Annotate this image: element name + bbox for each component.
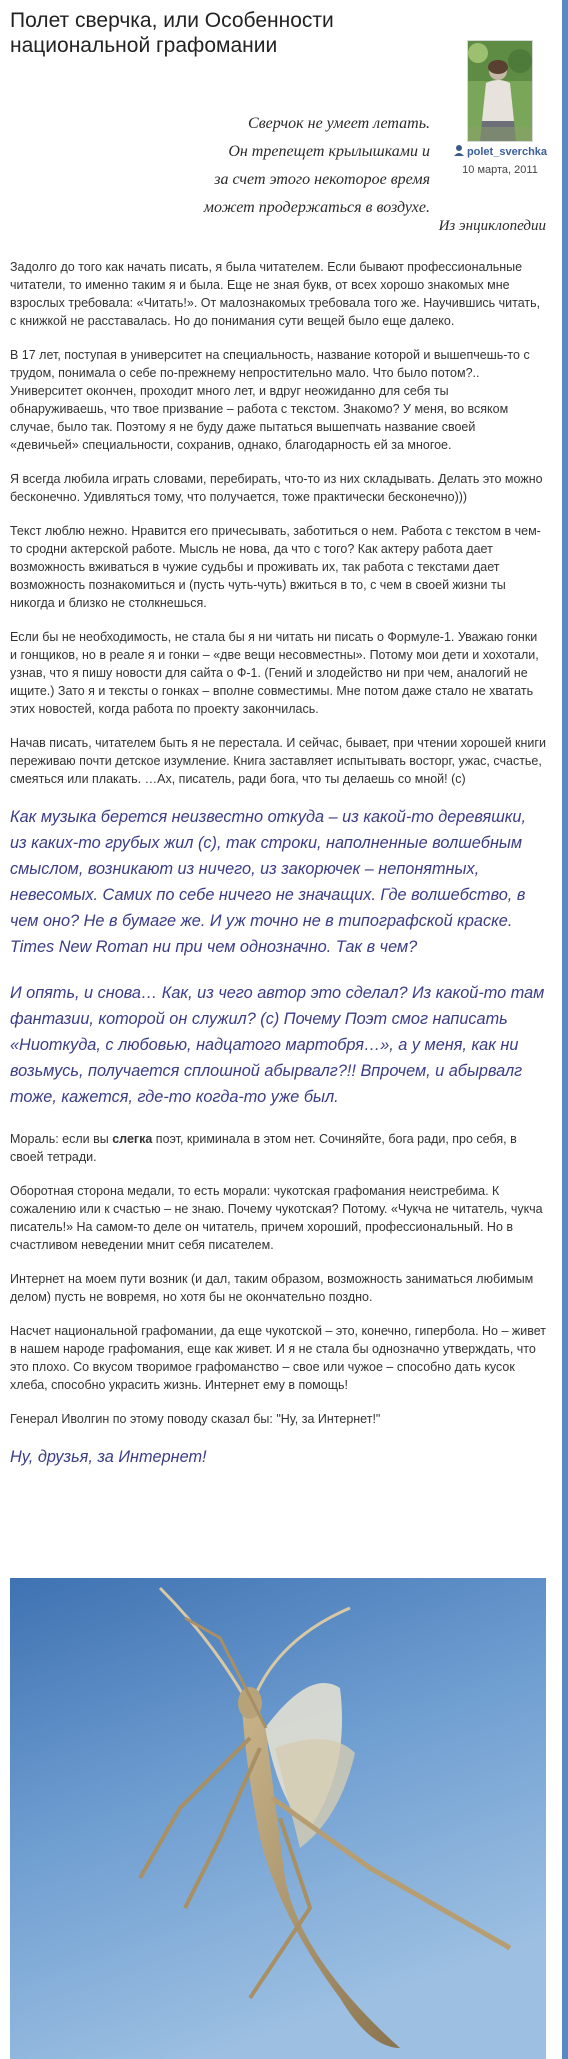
paragraph: Если бы не необходимость, не стала бы я ни читать ни писать о Формуле-1. Уважаю гонки и гонщиков, но в реале я и гонки – «две вещи несовместны». Потому мои дети и хохотали, узнав, что я пишу новости для сайта о Ф-1. (Гений и злодейство ни при чем, аналогий не ищите.) Зато я и тексты о гонках – вполне совместимы. Мне потом даже стало не хватать этих новостей, когда работа по проекту закончилась. [10,630,539,716]
paragraph: Текст люблю нежно. Нравится его причесывать, заботиться о нем. Работа с текстом в чем-то сродни актерской работе. Мысль не нова, да что с того? Как актеру работа дает возможность вживаться в чужие судьбы и проживать их, так работа с текстами дает возможность познакомиться и (пусть чуть-чуть) вжиться в то, с чем в своей жизни ты никогда и близко не столкнешься. [10,524,541,610]
highlight-paragraph: Как музыка берется неизвестно откуда – из какой-то деревяшки, из каких-то грубых жил (с), так строки, наполненные волшебным смыслом, возникают из ничего, из закорючек – непонятных, невесомых. Самих по себе ничего не значащих. Где волшебство, в чем оно? Не в бумаге же. И уж точно не в типографской краске. Times New Roman ни при чем однозначно. Так в чем? [10,808,527,956]
paragraph: Интернет на моем пути возник (и дал, таким образом, возможность заниматься любимым делом) пусть не вовремя, но хотя бы не окончательно поздно. [10,1272,534,1304]
cricket-photo [10,1578,546,2059]
author-avatar[interactable] [467,40,533,142]
author-block [440,40,560,177]
highlight-paragraph: И опять, и снова… Как, из чего автор это сделал? Из какой-то там фантазии, которой он служил? (с) Почему Поэт смог написать «Ниоткуда, с любовью, надцатого мартобря…», а у меня, как ни возьмусь, получается сплошной абырвалг?!! Впрочем, и абырвалг тоже, кажется, где-то когда-то уже был. [10,984,545,1106]
author-line [440,144,560,161]
paragraph: Задолго до того как начать писать, я была читателем. Если бывают профессиональные читатели, то именно таким я и была. Еще не зная букв, от всех хорошо знакомых мне взрослых требовала: «Читать!». От малознакомых требовала того же. Научившись читать, с книжкой не расставалась. Но до понимания сути вещей было еще далеко. [10,260,541,328]
paragraph: В 17 лет, поступая в университет на специальность, название которой и вышепчешь-то с трудом, понимала о себе по-прежнему непростительно мало. Что было потом?.. Университет окончен, проходит много лет, и вдруг неожиданно для себя ты обнаруживаешь, что твое призвание – работа с текстом. Знакомо? У меня, во всяком случае, было так. Поэтому я не буду даже пытаться вышепчать название своей «девичьей» специальности, сохранив, однако, благодарность ей за многое. [10,348,530,452]
post-title: Полет сверчка, или Особенности национальной графомании [10,9,334,57]
moral-bold: слегка [112,1132,153,1146]
moral-text: поэт, криминала в этом нет. Сочиняйте, бога ради, про себя, в своей тетради. [10,1132,517,1164]
paragraph: Насчет национальной графомании, да еще чукотской – это, конечно, гипербола. Но – живет в нашем народе графомания, еще как живет. И я не стала бы однозначно утверждать, что это плохо. Со вкусом творимое графоманство – свое или чужое – способно дать кусок хлеба, способно украсить жизнь. Интернет ему в помощь! [10,1324,547,1392]
epigraph-line: за счет этого некоторое время [214,171,430,188]
epigraph-source: Из энциклопедии [438,218,546,234]
paragraph: Я всегда любила играть словами, перебирать, что-то из них складывать. Делать это можно бесконечно. Удивляться тому, что получается, тоже практически бесконечно))) [10,472,543,504]
epigraph-line: Он трепещет крылышками и [228,143,430,160]
moral-text: Мораль: если вы [10,1132,113,1146]
post-body [10,258,546,1490]
epigraph [140,110,430,222]
highlight-paragraph: Ну, друзья, за Интернет! [10,1448,207,1466]
author-name-link[interactable]: polet_sverchka [466,146,548,158]
post-date: 10 марта, 2011 [462,164,538,176]
epigraph-line: может продержаться в воздухе. [203,199,430,216]
avatar-photo [468,41,532,141]
paragraph: Начав писать, читателем быть я не перестала. И сейчас, бывает, при чтении хорошей книги переживаю почти детское изумление. Книга заставляет испытывать восторг, ужас, счастье, смеяться или плакать. …Ах, писатель, ради бога, что ты делаешь со мной! (с) [10,736,546,786]
paragraph: Оборотная сторона медали, то есть морали: чукотская графомания неистребима. К сожалению или к счастью – не знаю. Почему чукотская? Потому. «Чукча не читатель, чукча писатель!» На самом-то деле он читатель, причем хороший, профессиональный. Но в счастливом неведении мнит себя писателем. [10,1184,543,1252]
paragraph: Генерал Иволгин по этому поводу сказал бы: "Ну, за Интернет!" [10,1412,381,1426]
cricket-illustration [10,1578,546,2059]
paragraph-moral [10,1130,546,1166]
user-icon [453,144,465,161]
epigraph-line: Сверчок не умеет летать. [248,115,430,132]
